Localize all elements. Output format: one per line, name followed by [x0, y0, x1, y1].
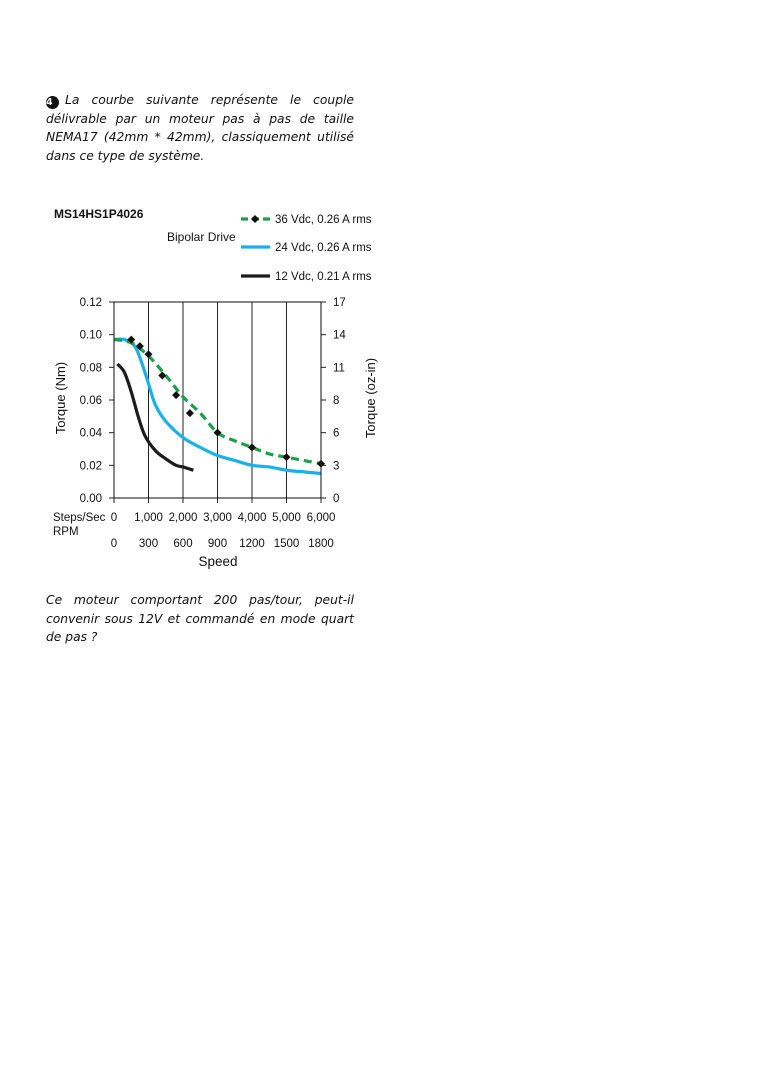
rpm-tick-label: 1800	[308, 538, 334, 550]
x-tick-label: 1,000	[134, 512, 163, 524]
legend-label: 12 Vdc, 0.21 A rms	[275, 271, 372, 283]
plot-area	[114, 336, 325, 474]
y-tick-label-right: 8	[333, 395, 340, 407]
x-tick-label: 4,000	[237, 512, 267, 524]
chart-grid	[149, 302, 287, 498]
number-four-icon: 4	[46, 96, 59, 109]
x-tick-label: 3,000	[203, 512, 232, 524]
intro-text: La courbe suivante représente le couple délivrable par un moteur pas à pas de taille NEMA17 (42mm * 42mm), classiquement utilisé dans ce type de système.	[46, 93, 354, 164]
chart-subtitle: Bipolar Drive	[167, 230, 236, 244]
chart-axes	[80, 297, 347, 550]
series-marker	[172, 391, 180, 399]
y-tick-label-right: 6	[333, 427, 340, 440]
y-tick-label-right: 0	[333, 493, 340, 505]
y-tick-label: 0.06	[79, 395, 102, 407]
x-row-label-rpm: RPM	[53, 526, 79, 538]
x-tick-label: 5,000	[272, 512, 301, 524]
legend-label: 36 Vdc, 0.26 A rms	[275, 214, 372, 226]
y-axis-label: Torque (Nm)	[53, 361, 68, 435]
torque-speed-chart	[40, 196, 385, 576]
legend-marker	[251, 215, 259, 223]
rpm-tick-label: 300	[138, 538, 159, 550]
chart-title: MS14HS1P4026	[54, 207, 144, 221]
y-axis-label-right: Torque (oz-in)	[363, 357, 378, 439]
series-marker	[186, 409, 194, 417]
y-tick-label: 0.12	[79, 297, 102, 309]
series-marker	[158, 372, 166, 380]
y-tick-label-right: 11	[333, 362, 345, 375]
legend-label: 24 Vdc, 0.26 A rms	[275, 242, 372, 254]
rpm-tick-label: 0	[110, 538, 118, 550]
x-row-label-steps: Steps/Sec	[53, 512, 106, 524]
x-tick-label: 0	[110, 512, 118, 524]
intro-paragraph	[46, 91, 354, 166]
rpm-tick-label: 1500	[273, 538, 300, 550]
chart-legend	[241, 214, 372, 283]
x-tick-label: 6,000	[306, 512, 336, 524]
rpm-tick-label: 600	[173, 538, 193, 550]
series-marker	[283, 453, 291, 461]
rpm-tick-label: 1200	[239, 538, 265, 550]
x-axis-label: Speed	[198, 554, 238, 569]
y-tick-label-right: 3	[333, 460, 340, 473]
series-line-2	[117, 364, 193, 470]
y-tick-label: 0.04	[79, 427, 102, 440]
y-tick-label: 0.10	[79, 329, 102, 342]
y-tick-label: 0.08	[79, 362, 102, 375]
rpm-tick-label: 900	[207, 538, 228, 550]
y-tick-label-right: 17	[333, 297, 346, 309]
x-tick-label: 2,000	[168, 512, 198, 524]
y-tick-label: 0.00	[79, 493, 102, 505]
y-tick-label: 0.02	[79, 460, 102, 473]
y-tick-label-right: 14	[333, 329, 346, 342]
question-paragraph: Ce moteur comportant 200 pas/tour, peut-il convenir sous 12V et commandé en mode quart de pas ?	[46, 593, 354, 645]
